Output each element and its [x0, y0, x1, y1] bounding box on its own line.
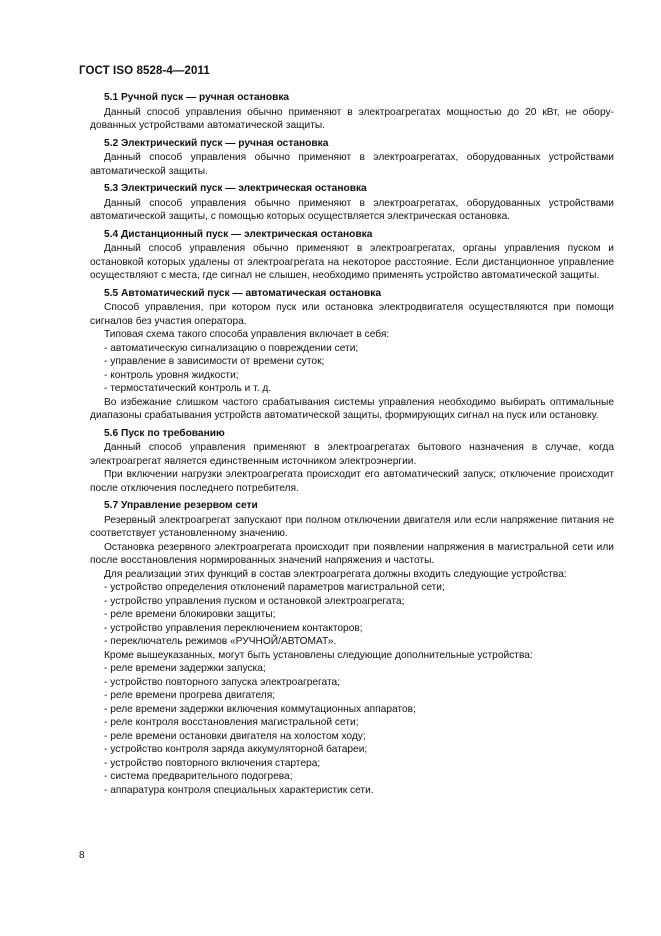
- list-item: - автоматическую сигнализацию о повреждении сети;: [104, 342, 359, 354]
- paragraph: Во избежание слишком частого срабатывания системы управления необходимо выбирать оптимальные диапазоны срабатывания устройств автоматической защиты, формирующих сигнал на пуск или остановку.: [90, 396, 614, 421]
- list-item: - управление в зависимости от времени суток;: [104, 356, 325, 367]
- list-item: - контроль уровня жидкости;: [104, 369, 239, 381]
- list-item: - реле времени блокировки защиты;: [104, 609, 276, 620]
- paragraph: Для реализации этих функций в состав электроагрегата должны входить следующие устройства:: [104, 568, 567, 580]
- paragraph: Данный способ управления обычно применяют в электроагрегатах, органы управления пуском и остановкой которых удалены от электроагрегата на некоторое расстояние. Если дистанционное управление осуществляют с места, где сигнал не слышен, необходимо применять устройство автоматической защиты.: [90, 243, 614, 281]
- list-item: - устройство повторного запуска электроагрегата;: [104, 676, 341, 688]
- list-item: - устройство повторного включения стартера;: [104, 757, 321, 769]
- section-heading: 5.7 Управление резервом сети: [104, 500, 258, 511]
- paragraph: Способ управления, при котором пуск или остановка электродвигателя осуществляются при помощи сигналов без участия оператора.: [90, 302, 614, 327]
- list-item: - устройство управления переключением контакторов;: [104, 622, 363, 634]
- list-item: - устройство определения отклонений параметров магистральной сети;: [104, 582, 445, 593]
- list-item: - устройство контроля заряда аккумуляторной батареи;: [104, 744, 368, 755]
- section-heading: 5.6 Пуск по требованию: [104, 427, 225, 439]
- paragraph: Данный способ управления применяют в электроагрегатах бытового назначения в случае, когда электроагрегат является единственным источником электроэнергии.: [90, 442, 614, 467]
- paragraph: Данный способ управления обычно применяют в электроагрегатах, оборудованных устройствами автоматической защиты.: [90, 152, 614, 177]
- list-item: - реле контроля восстановления магистральной сети;: [104, 717, 359, 728]
- paragraph: Остановка резервного электроагрегата происходит при появлении напряжения в магистральной сети или после восстановления нормированных значений напряжения и частоты.: [90, 541, 614, 566]
- list-item: - реле времени прогрева двигателя;: [104, 690, 276, 701]
- section-heading: 5.2 Электрический пуск — ручная остановка: [104, 137, 329, 149]
- list-item: - реле времени задержки запуска;: [104, 663, 266, 674]
- paragraph: Данный способ управления обычно применяют в электроагрегатах мощностью до 20 кВт, не оборудованных устройствами автоматической защиты.: [90, 106, 614, 131]
- section-heading: 5.1 Ручной пуск — ручная остановка: [104, 92, 290, 103]
- paragraph: При включении нагрузки электроагрегата происходит его автоматический запуск; отключение происходит после отключения последнего потребителя.: [90, 469, 614, 494]
- list-item: - реле времени остановки двигателя на холостом ходу;: [104, 730, 366, 742]
- list-item: - термостатический контроль и т. д.: [104, 383, 272, 394]
- section-heading: 5.3 Электрический пуск — электрическая остановка: [104, 183, 367, 194]
- list-item: - система предварительного подогрева;: [104, 771, 293, 782]
- paragraph: Кроме вышеуказанных, могут быть установлены следующие дополнительные устройства:: [104, 649, 533, 661]
- paragraph: Типовая схема такого способа управления включает в себя:: [104, 329, 390, 340]
- list-item: - устройство управления пуском и остановкой электроагрегата;: [104, 595, 405, 607]
- document-header: ГОСТ ISO 8528-4—2011: [79, 65, 210, 77]
- paragraph: Данный способ управления обычно применяют в электроагрегатах, оборудованных устройствами автоматической защиты, с помощью которых осуществляется электрическая остановка.: [90, 197, 614, 222]
- list-item: - реле времени задержки включения коммутационных аппаратов;: [104, 703, 416, 715]
- list-item: - аппаратура контроля специальных характеристик сети.: [104, 784, 374, 796]
- section-heading: 5.4 Дистанционный пуск — электрическая остановка: [104, 228, 373, 240]
- list-item: - переключатель режимов «РУЧНОЙ/АВТОМАТ».: [104, 636, 337, 647]
- document-body: [90, 91, 614, 797]
- paragraph: Резервный электроагрегат запускают при полном отключении двигателя или если напряжение питания не соответствует установленному значению.: [90, 514, 614, 539]
- section-heading: 5.5 Автоматический пуск — автоматическая остановка: [104, 287, 382, 299]
- page-number: 8: [79, 850, 85, 861]
